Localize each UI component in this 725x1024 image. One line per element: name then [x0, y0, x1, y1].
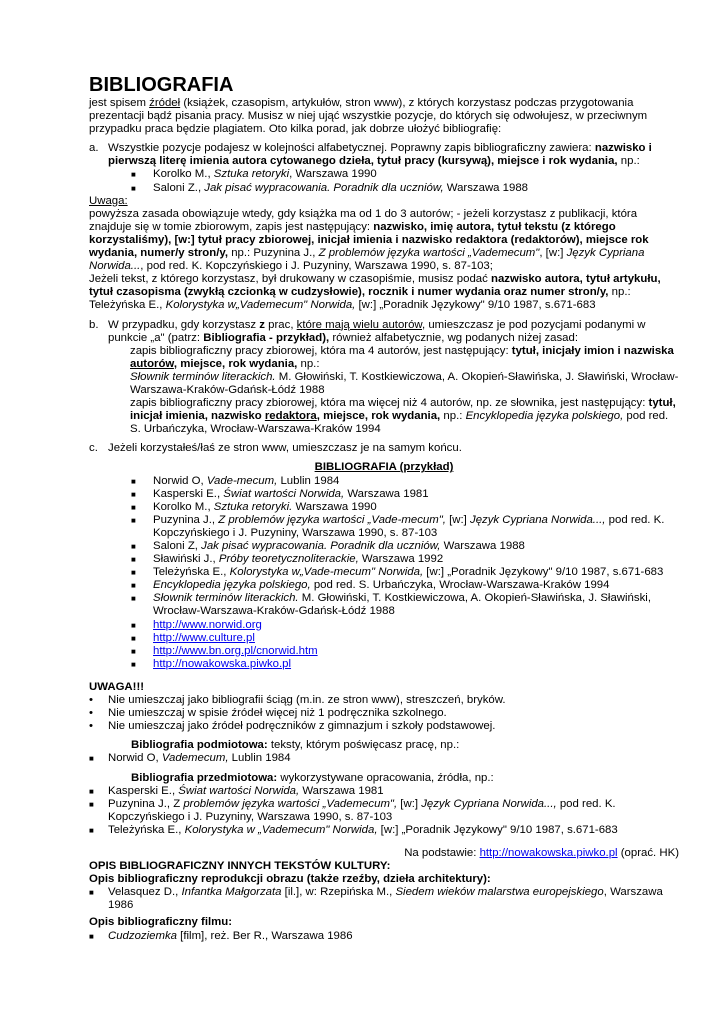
text-run: (oprać. HK) [617, 846, 679, 859]
text-run: pod red. S. Urbańczyka, Wrocław-Warszawa-Kraków 1994 [310, 579, 610, 592]
list-item [89, 475, 679, 488]
note-heading: Uwaga: [89, 194, 128, 207]
text-run: prac, [265, 318, 297, 331]
podmiotowa-list [89, 752, 679, 765]
list-item [89, 886, 679, 912]
text-run: zapis bibliograficzny pracy zbiorowej, która ma 4 autorów, jest następujący: [130, 344, 512, 357]
text-run: Velasquez D., [108, 886, 182, 899]
text-run: Lublin 1984 [277, 474, 340, 487]
text-run: Kolorystyka w„Vademecum" Norwida, [165, 299, 356, 312]
text-run: nazwisko, imię autora, tytuł tekstu (z którego korzystaliśmy), [w:] tytuł pracy zbiorowej, inicjał imienia i nazwisko redaktora (redaktorów), miejsce rok wydania, numer/y stron/y, [89, 220, 649, 260]
text-run: np.: [440, 410, 466, 423]
list-item [89, 632, 679, 645]
text-run: [w:] [397, 797, 422, 810]
text-run: Z problemów języka wartości „Vademecum" [318, 247, 540, 260]
text-run: Sławiński J., [153, 553, 219, 566]
text-run: Vade-mecum, [206, 474, 278, 487]
text-run: Korolko M., [153, 168, 214, 181]
text-run: M. Głowiński, T. Kostkiewiczowa, A. Okopień-Sławińska, J. Sławiński, Wrocław-Warszawa-Kraków-Gdańsk-Łódź 1988 [153, 592, 651, 618]
section-a [89, 142, 679, 168]
list-item [89, 168, 679, 181]
list-item [89, 824, 679, 837]
section-b-text [108, 319, 679, 345]
text-run: redaktora [264, 410, 317, 423]
uwaga-heading: UWAGA!!! [89, 680, 145, 693]
text-run: , [w:] [539, 247, 567, 260]
list-item: • Nie umieszczaj jako źródeł podręczników z gimnazjum i szkoły podstawowej. [89, 720, 679, 733]
text-run: , pod red. K. Kopczyńskiego i J. Puzyniny, Warszawa 1990, s. 87-103; [140, 260, 493, 273]
example-bibliography-list [89, 475, 679, 671]
text-run: [film], reż. Ber R., Warszawa 1986 [177, 929, 353, 942]
text-run: Warszawa 1981 [344, 487, 429, 500]
text-run: [w:] „Poradnik Językowy" 9/10 1987, s.671-683 [423, 566, 664, 579]
text-run: Warszawa 1988 [440, 540, 525, 552]
section-c-text: Jeżeli korzystałeś/łaś ze stron www, umieszczasz je na samym końcu. [108, 442, 462, 455]
text-run: Saloni Z., [153, 181, 205, 194]
text-run: Próby teoretycznoliterackie, [218, 553, 359, 566]
text-run: autorów [130, 357, 174, 370]
text-run: tytuł, inicjał imienia, nazwisko [130, 397, 676, 423]
text-run: Warszawa 1990 [292, 500, 377, 513]
other-heading: OPIS BIBLIOGRAFICZNY INNYCH TEKSTÓW KULTURY: [89, 860, 391, 873]
text-run: np.: [608, 286, 631, 299]
uwaga-list [89, 694, 679, 733]
text-run: nazwisko i pierwszą literę imienia autora cytowanego dzieła, tytuł pracy (kursywą), miejsce i rok wydania, [108, 142, 652, 168]
text-run: pod red. S. Urbańczyka, Wrocław-Warszawa-Kraków 1994 [130, 410, 669, 436]
section-a-marker: a. [89, 142, 99, 155]
text-run: Język Cypriana Norwida... [89, 247, 645, 273]
note-paragraph [89, 208, 679, 273]
text-run: , Warszawa 1986 [108, 886, 663, 912]
list-item [89, 514, 679, 540]
list-item [89, 658, 679, 671]
text-run: problemów języka wartości „Vademecum", [183, 797, 398, 810]
example-heading: BIBLIOGRAFIA (przykład) [314, 461, 454, 474]
podmiotowa-line: Bibliografia podmiotowa: teksty, którym poświęcasz pracę, np.: [131, 739, 460, 752]
section-c [89, 442, 679, 455]
reference-link[interactable]: http://www.bn.org.pl/cnorwid.htm [153, 644, 318, 657]
list-item [89, 182, 679, 195]
list-item [89, 579, 679, 592]
reference-link[interactable]: http://www.culture.pl [153, 631, 255, 644]
text-run: Jak pisać wypracowania. Poradnik dla uczniów, [201, 540, 441, 552]
reference-link[interactable]: http://nowakowska.piwko.pl [153, 657, 292, 670]
reference-link[interactable]: http://www.norwid.org [153, 618, 262, 631]
page-title: BIBLIOGRAFIA [89, 74, 234, 96]
list-item [89, 566, 679, 579]
list-item [89, 501, 679, 514]
text-run: [w:] „Poradnik Językowy" 9/10 1987, s.671-683 [355, 299, 596, 312]
text-run: również alfabetycznie, wg podanych niżej zasad: [329, 331, 579, 344]
text-run: Sztuka retoryki [213, 168, 290, 181]
film-heading: Opis bibliograficzny filmu: [89, 916, 233, 929]
text-run: nazwisko autora, tytuł artykułu, tytuł czasopisma (zwykłą czcionką w cudzysłowie), rocznik i numer wydania oraz numer stron/y, [89, 273, 661, 299]
text-run: np.: [617, 155, 640, 168]
text-run: Sztuka retoryki. [213, 500, 293, 513]
section-b-marker: b. [89, 318, 99, 331]
text-run: Korolko M., [153, 500, 214, 513]
list-item [89, 488, 679, 501]
image-list [89, 886, 679, 912]
text-run: (książek, czasopism, artykułów, stron www), z których korzystasz podczas przygotowania prezentacji bądź pisania pracy. Musisz w niej ująć wszystkie pozycje, do których się odwołujesz, w przeciwnym przypadku praca będzie plagiatem. Oto kilka porad, jak dobrze ułożyć bibliografię: [89, 97, 648, 136]
text-run: Kolorystyka w „Vademecum" Norwida, [184, 823, 378, 836]
section-b-rule-2 [130, 397, 679, 436]
text-run: Słownik terminów literackich. [153, 592, 299, 605]
text-run: Kasperski E., [108, 784, 179, 797]
list-item [89, 752, 679, 765]
list-item [89, 540, 679, 553]
text-run: które mają wielu autorów [296, 318, 423, 331]
text-run: Puzynina J., [153, 513, 219, 526]
image-heading: Opis bibliograficzny reprodukcji obrazu (także rzeźby, dzieła architektury): [89, 873, 491, 886]
list-item [89, 798, 679, 824]
text-run: W przypadku, gdy korzystasz [108, 318, 260, 331]
przedmiotowa-line: Bibliografia przedmiotowa: wykorzystywane opracowania, źródła, np.: [131, 771, 494, 784]
text-run: Infantka Małgorzata [181, 886, 282, 899]
text-run: [w:] „Poradnik Językowy" 9/10 1987, s.671-683 [377, 823, 618, 836]
section-b-rule-1 [130, 345, 679, 371]
text-run: jest spisem [89, 97, 150, 109]
reference-link[interactable]: http://nowakowska.piwko.pl [479, 846, 618, 859]
list-item [89, 592, 679, 618]
text-run: Język Cypriana Norwida..., [421, 797, 557, 810]
text-run: Świat wartości Norwida, [178, 784, 300, 797]
text-run: np.: [297, 357, 320, 370]
list-item [89, 930, 679, 943]
list-item [89, 785, 679, 798]
section-b [89, 319, 679, 437]
text-run: Słownik terminów literackich. [130, 370, 276, 383]
text-run: źródeł [149, 97, 181, 109]
text-run: Świat wartości Norwida, [223, 487, 345, 500]
text-run: Jak pisać wypracowania. Poradnik dla uczniów, [204, 181, 444, 194]
text-run: Norwid O, [153, 474, 207, 487]
text-run: pod red. K. Kopczyńskiego i J. Puzyniny, Warszawa 1990, s. 87-103 [153, 513, 665, 539]
text-run: Lublin 1984 [228, 752, 291, 765]
text-run: , umieszczasz je pod pozycjami podanymi w punkcie „a" (patrz: [108, 318, 646, 344]
text-run: Warszawa 1988 [443, 181, 529, 194]
text-run: Teleżyńska E., [89, 299, 166, 312]
text-run: z [259, 318, 265, 331]
text-run: Teleżyńska E., [153, 566, 230, 579]
note-periodical-example [89, 299, 679, 312]
przedmiotowa-list [89, 785, 679, 837]
text-run: Vademecum, [161, 752, 229, 765]
list-item: • Nie umieszczaj jako bibliografii ściąg (m.in. ze stron www), streszczeń, bryków. [89, 694, 679, 707]
text-run: powyższa zasada obowiązuje wtedy, gdy książka ma od 1 do 3 autorów; - jeżeli korzystasz z publikacji, która znajduje się w tomie zbiorowym, zapis jest następujący: [89, 207, 638, 233]
text-run: Saloni Z, [153, 540, 202, 552]
text-run: , Warszawa 1990 [289, 168, 377, 181]
text-run: Siedem wieków malarstwa europejskiego [395, 886, 604, 899]
list-item [89, 619, 679, 632]
text-run: Na podstawie: [404, 846, 480, 859]
film-list [89, 930, 679, 943]
text-run: Jeżeli tekst, z którego korzystasz, był drukowany w czasopiśmie, musisz podać [89, 273, 491, 286]
section-c-marker: c. [89, 442, 98, 455]
document-page [89, 74, 679, 943]
text-run: zapis bibliograficzny pracy zbiorowej, która ma więcej niż 4 autorów, np. ze słownika, jest następujący: [130, 397, 649, 410]
text-run: Puzynina J., Z [108, 797, 184, 810]
text-run: Kasperski E., [153, 487, 224, 500]
list-item [89, 645, 679, 658]
text-run: pod red. K. Kopczyńskiego i J. Puzyniny, Warszawa 1990, s. 87-103 [108, 797, 616, 823]
text-run: np.: Puzynina J., [228, 247, 319, 260]
text-run: Norwid O, [108, 752, 162, 765]
text-run: Encyklopedia języka polskiego, [153, 579, 311, 592]
note-periodical [89, 273, 679, 299]
text-run: M. Głowiński, T. Kostkiewiczowa, A. Okopień-Sławińska, J. Sławiński, Wrocław-Warszawa-Kraków-Gdańsk-Łódź 1988 [130, 370, 679, 396]
text-run: Z problemów języka wartości „Vade-mecum", [218, 513, 446, 526]
intro-paragraph [89, 97, 679, 136]
text-run: Teleżyńska E., [108, 823, 185, 836]
list-item: • Nie umieszczaj w spisie źródeł więcej niż 1 podręcznika szkolnego. [89, 707, 679, 720]
text-run: Język Cypriana Norwida..., [470, 513, 606, 526]
text-run: Bibliografia - przykład), [203, 331, 330, 344]
source-line [89, 847, 679, 860]
text-run: , miejsce, rok wydania, [316, 410, 441, 423]
text-run: Cudzoziemka [108, 929, 178, 942]
text-run: Kolorystyka w„Vade-mecum" Norwida, [229, 566, 424, 579]
text-run: Warszawa 1992 [358, 553, 444, 566]
section-a-examples [89, 168, 679, 194]
list-item [89, 553, 679, 566]
text-run: , miejsce, rok wydania, [173, 357, 298, 370]
section-b-rule-1-example [130, 371, 679, 397]
text-run: [w:] [445, 513, 470, 526]
text-run: Wszystkie pozycje podajesz w kolejności alfabetycznej. Poprawny zapis bibliograficzny zawiera: [108, 142, 595, 155]
text-run: Encyklopedia języka polskiego, [465, 410, 624, 423]
text-run: [il.], w: Rzepińska M., [281, 886, 396, 899]
section-a-text [108, 142, 679, 168]
text-run: Warszawa 1981 [299, 784, 384, 797]
text-run: tytuł, inicjały imion i nazwiska [511, 344, 674, 357]
